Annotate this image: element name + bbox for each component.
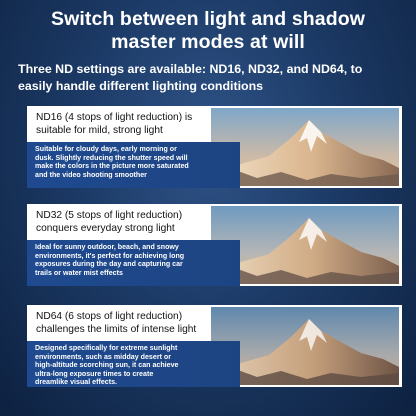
nd32-description: [27, 240, 240, 286]
headline: [0, 8, 416, 54]
headline-line-1: Switch between light and shadow: [50, 8, 366, 30]
nd32-desc-line-2: environments, it's perfect for achieving long: [35, 251, 185, 260]
nd16-desc-line-3: make the colors in the picture more saturated: [35, 162, 189, 170]
subheading-line-2: easily handle different lighting conditions: [18, 79, 264, 93]
headline-line-2: master modes at will: [111, 31, 305, 53]
nd16-title-line-1: ND16 (4 stops of light reduction) is: [36, 112, 193, 123]
nd64-title: [36, 311, 226, 336]
nd64-desc-line-5: dreamlike visual effects.: [35, 378, 118, 386]
nd64-title-line-1: ND64 (6 stops of light reduction): [36, 311, 183, 322]
nd16-desc-line-2: dusk. Slightly reducing the shutter speed will: [35, 153, 188, 162]
nd32-desc-line-3: exposures during the day and capturing car: [35, 260, 183, 268]
nd64-desc-line-4: ultra-long exposure times to create: [35, 369, 154, 378]
subheading-line-1: Three ND settings are available: ND16, ND32, and ND64, to: [18, 62, 363, 76]
nd64-desc-line-1: Designed specifically for extreme sunlight: [35, 344, 178, 352]
nd16-description: [27, 142, 240, 188]
nd64-desc-line-3: high-altitude scorching sun, it can achieve: [35, 361, 179, 369]
nd16-panel: [27, 106, 402, 188]
nd64-desc-line-2: environments, such as midday desert or: [35, 352, 172, 361]
subheading: [18, 61, 402, 95]
nd64-title-line-2: challenges the limits of intense light: [36, 323, 197, 335]
nd16-desc-line-4: and the video shooting smoother: [35, 170, 147, 179]
nd32-title-line-1: ND32 (5 stops of light reduction): [36, 210, 183, 221]
nd16-title-line-2: suitable for mild, strong light: [36, 124, 163, 136]
nd64-description: [27, 341, 240, 387]
nd32-desc-line-4: trails or water mist effects: [35, 268, 123, 277]
nd32-title: [36, 210, 226, 235]
nd16-desc-line-1: Suitable for cloudy days, early morning or: [35, 145, 177, 153]
nd64-panel: [27, 305, 402, 387]
nd16-title: [36, 112, 226, 137]
nd32-panel: [27, 204, 402, 286]
nd32-title-line-2: conquers everyday strong light: [36, 222, 175, 234]
nd32-desc-line-1: Ideal for sunny outdoor, beach, and snowy: [35, 243, 179, 251]
